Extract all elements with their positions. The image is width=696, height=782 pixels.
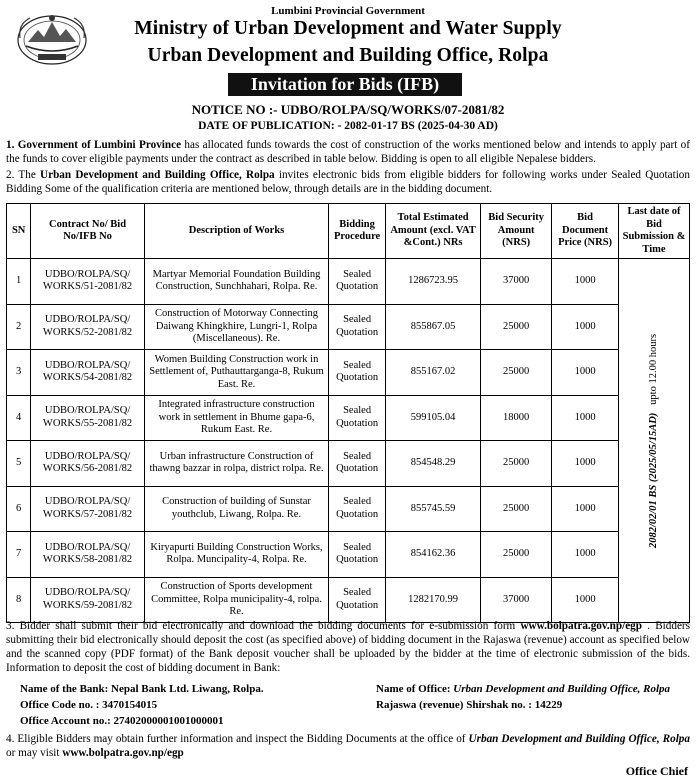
table-row [7,304,690,350]
ifb-title-banner: Invitation for Bids (IFB) [228,73,462,96]
paragraph-4-number: 4. [6,733,15,745]
paragraph-4 [6,732,690,760]
cell-security: 25000 [481,486,552,532]
cell-doc-price: 1000 [552,259,619,305]
cell-sn: 8 [7,577,31,623]
cell-doc-price: 1000 [552,441,619,487]
cell-amount: 854162.36 [385,532,480,578]
cell-security: 25000 [481,532,552,578]
table-row [7,350,690,396]
cell-deadline [619,259,690,623]
cell-procedure: Sealed Quotation [329,441,386,487]
cell-sn: 1 [7,259,31,305]
deadline-date: 2082/02/01 BS (2025/05/15AD) [647,412,659,548]
cell-sn: 3 [7,350,31,396]
revenue-heading: Rajaswa (revenue) Shirshak no. : 14229 [376,699,563,711]
paragraph-4-bold: Urban Development and Building Office, Rolpa [468,733,690,745]
header-doc-price: Bid Document Price (NRS) [552,204,619,259]
office-name-line [376,683,670,695]
cell-contract: UDBO/ROLPA/SQ/ WORKS/54-2081/82 [31,350,144,396]
cell-security: 37000 [481,259,552,305]
cell-security: 25000 [481,350,552,396]
cell-security: 18000 [481,395,552,441]
cell-procedure: Sealed Quotation [329,259,386,305]
cell-description: Construction of building of Sunstar youthclub, Liwang, Rolpa. Re. [144,486,328,532]
cell-amount: 1282170.99 [385,577,480,623]
cell-description: Martyar Memorial Foundation Building Construction, Sunchhahari, Rolpa. Re. [144,259,328,305]
table-row [7,577,690,623]
table-row [7,486,690,532]
notice-number: NOTICE NO :- UDBO/ROLPA/SQ/WORKS/07-2081/82 [191,102,505,117]
cell-sn: 7 [7,532,31,578]
cell-procedure: Sealed Quotation [329,532,386,578]
cell-doc-price: 1000 [552,395,619,441]
header-last-date: Last date of Bid Submission & Time [619,204,690,259]
cell-sn: 5 [7,441,31,487]
cell-doc-price: 1000 [552,532,619,578]
office-name: Urban Development and Building Office, Rolpa [147,45,549,66]
paragraph-2-text: invites electronic bids from eligible bidders for following works under Sealed Quotation Bidding Some of the qualification criteria are mentioned below, through details are in the bidding document. [6,169,690,195]
office-code: Office Code no. : 3470154015 [20,699,158,711]
cell-sn: 6 [7,486,31,532]
bolpatra-link-2[interactable]: www.bolpatra.gov.np/egp [62,747,184,759]
cell-procedure: Sealed Quotation [329,395,386,441]
deadline-text [648,333,661,547]
cell-amount: 855167.02 [385,350,480,396]
paragraph-1-text: has allocated funds towards the cost of construction of the works mentioned below and intends to apply part of the funds to cover eligible payments under the contract as described in table below. Bidding is open to all eligible Nepalese bidders. [6,139,690,165]
cell-amount: 855867.05 [385,304,480,350]
table-row [7,395,690,441]
cell-doc-price: 1000 [552,486,619,532]
bolpatra-link[interactable]: www.bolpatra.gov.np/egp [520,620,643,632]
cell-contract: UDBO/ROLPA/SQ/ WORKS/52-2081/82 [31,304,144,350]
cell-amount: 854548.29 [385,441,480,487]
cell-sn: 2 [7,304,31,350]
paragraph-4-text-2: or may visit [6,747,63,759]
cell-contract: UDBO/ROLPA/SQ/ WORKS/59-2081/82 [31,577,144,623]
header-contract: Contract No/ Bid No/IFB No [31,204,144,259]
table-row [7,259,690,305]
paragraph-2-number: 2. [6,169,15,181]
bids-table [6,203,690,623]
cell-amount: 855745.59 [385,486,480,532]
cell-security: 25000 [481,441,552,487]
header-security: Bid Security Amount (NRS) [481,204,552,259]
paragraph-3 [6,619,690,675]
office-chief-signature: Office Chief [625,764,688,778]
government-name: Lumbini Provincial Government [271,5,425,17]
deadline-time: upto 12.00 hours [647,333,659,405]
cell-contract: UDBO/ROLPA/SQ/ WORKS/51-2081/82 [31,259,144,305]
paragraph-3-text-2: . Bidders submitting their bid electronically should deposit the cost (as specified above) of bidding document in the Rajaswa (revenue) account as specified below and the scanned copy (PDF format) of the Bank deposit voucher shall be uploaded by the bidder at the time of electronic submission of the bids. Information to deposit the cost of bidding document in Bank: [6,620,691,674]
paragraph-3-text: Bidder shall submit their bid electronically and download the bidding documents for e-submission form [19,620,521,632]
cell-procedure: Sealed Quotation [329,577,386,623]
cell-description: Integrated infrastructure construction work in settlement in Bhume gapa-6, Rukum East. Re. [144,395,328,441]
paragraph-2-bold: Urban Development and Building Office, Rolpa [40,169,275,181]
cell-contract: UDBO/ROLPA/SQ/ WORKS/57-2081/82 [31,486,144,532]
cell-description: Construction of Motorway Connecting Daiwang Khingkhire, Lungri-1, Rolpa (Miscellaneous). Re. [144,304,328,350]
cell-doc-price: 1000 [552,350,619,396]
cell-doc-price: 1000 [552,577,619,623]
cell-sn: 4 [7,395,31,441]
table-row [7,441,690,487]
paragraph-2 [6,168,690,196]
cell-description: Kiryapurti Building Construction Works, Rolpa. Muncipality-4, Rolpa. Re. [144,532,328,578]
cell-contract: UDBO/ROLPA/SQ/ WORKS/55-2081/82 [31,395,144,441]
paragraph-1 [6,138,690,166]
table-row [7,532,690,578]
publication-date: DATE OF PUBLICATION: - 2082-01-17 BS (2025-04-30 AD) [198,120,498,132]
header-sn: SN [7,204,31,259]
cell-procedure: Sealed Quotation [329,486,386,532]
cell-amount: 1286723.95 [385,259,480,305]
cell-doc-price: 1000 [552,304,619,350]
cell-contract: UDBO/ROLPA/SQ/ WORKS/56-2081/82 [31,441,144,487]
paragraph-1-number: 1. [6,139,15,151]
cell-security: 37000 [481,577,552,623]
cell-description: Urban infrastructure Construction of thawng bazzar in rolpa, district rolpa. Re. [144,441,328,487]
office-name-label: Name of Office: [376,683,454,695]
paragraph-3-number: 3. [6,620,15,632]
office-account: Office Account no.: 27402000001001000001 [20,715,224,727]
header-procedure: Bidding Procedure [329,204,386,259]
ministry-name: Ministry of Urban Development and Water Supply [134,18,562,39]
cell-description: Construction of Sports development Committee, Rolpa municipality-4, rolpa. Re. [144,577,328,623]
paragraph-2-pre: The [18,169,41,181]
cell-procedure: Sealed Quotation [329,304,386,350]
table-header-row [7,204,690,259]
paragraph-4-text: Eligible Bidders may obtain further information and inspect the Bidding Documents at the office of [17,733,469,745]
header-description: Description of Works [144,204,328,259]
paragraph-1-bold: Government of Lumbini Province [17,139,182,151]
bank-name: Name of the Bank: Nepal Bank Ltd. Liwang, Rolpa. [20,683,264,695]
cell-description: Women Building Construction work in Settlement of, Puthauttarganga-8, Rukum East. Re. [144,350,328,396]
cell-procedure: Sealed Quotation [329,350,386,396]
cell-amount: 599105.04 [385,395,480,441]
cell-contract: UDBO/ROLPA/SQ/ WORKS/58-2081/82 [31,532,144,578]
header-amount: Total Estimated Amount (excl. VAT &Cont.) NRs [385,204,480,259]
office-name-value: Urban Development and Building Office, Rolpa [453,683,671,695]
cell-security: 25000 [481,304,552,350]
